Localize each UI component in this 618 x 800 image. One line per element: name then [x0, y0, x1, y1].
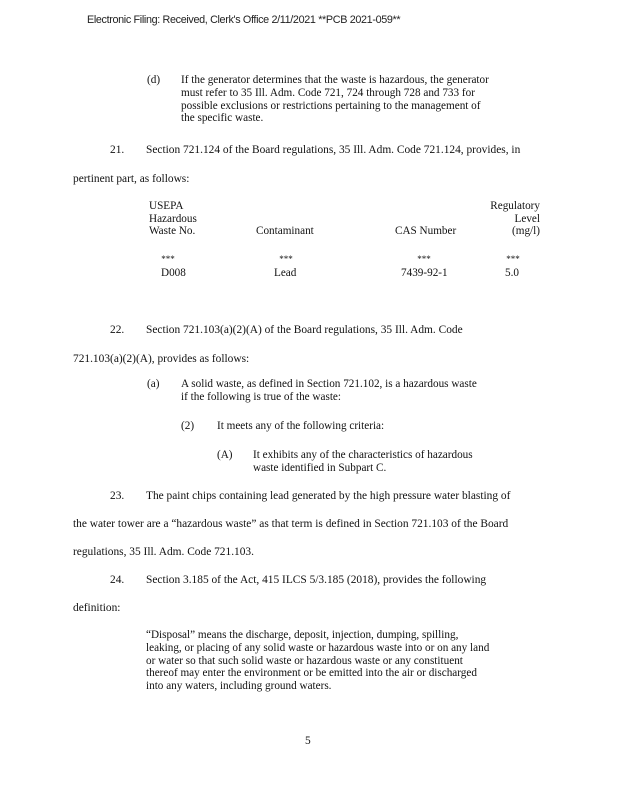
table-header-cas: CAS Number	[395, 225, 457, 237]
table-header-contaminant: Contaminant	[256, 225, 314, 237]
table-ellipsis: ***	[279, 254, 293, 264]
item-d-marker: (d)	[147, 74, 161, 86]
para-22-line: Section 721.103(a)(2)(A) of the Board regulations, 35 Ill. Adm. Code	[146, 324, 463, 336]
table-header-line: USEPA	[149, 200, 184, 212]
table-header-line: Regulatory	[490, 200, 540, 212]
sub-2-marker: (2)	[181, 420, 195, 432]
quote-line: “Disposal” means the discharge, deposit, injection, dumping, spilling,	[146, 629, 459, 641]
para-24-line: Section 3.185 of the Act, 415 ILCS 5/3.185 (2018), provides the following	[146, 574, 487, 586]
sub-A-text	[253, 449, 473, 475]
table-ellipsis: ***	[506, 254, 520, 264]
sub-a-marker: (a)	[147, 378, 160, 390]
quote-line: or water so that such solid waste or hazardous waste or any constituent	[146, 654, 463, 667]
para-22-line: 721.103(a)(2)(A), provides as follows:	[73, 353, 250, 365]
quote-line: thereof may enter the environment or be emitted into the air or discharged	[146, 667, 477, 680]
table-ellipsis: ***	[417, 254, 431, 264]
table-ellipsis: ***	[161, 254, 175, 264]
item-d-line: the specific waste.	[181, 112, 264, 125]
table-cell-epa: D008	[161, 267, 186, 279]
table-header-level	[470, 200, 540, 238]
sub-a-text	[181, 378, 477, 404]
definition-quote	[146, 629, 489, 693]
table-cell-contaminant: Lead	[274, 267, 297, 279]
item-d-line: must refer to 35 Ill. Adm. Code 721, 724 through 728 and 733 for	[181, 86, 475, 99]
table-header-epa	[149, 200, 197, 238]
table-header-line: (mg/l)	[512, 225, 540, 238]
item-d-line: possible exclusions or restrictions pertaining to the management of	[181, 99, 481, 112]
para-21-line: Section 721.124 of the Board regulations, 35 Ill. Adm. Code 721.124, provides, in	[146, 144, 521, 156]
filing-header: Electronic Filing: Received, Clerk's Office 2/11/2021 **PCB 2021-059**	[87, 14, 401, 26]
sub-a-line: A solid waste, as defined in Section 721.102, is a hazardous waste	[181, 378, 477, 390]
table-header-line: Hazardous	[149, 212, 197, 225]
sub-A-line: It exhibits any of the characteristics of hazardous	[253, 449, 473, 461]
table-header-line: Waste No.	[149, 225, 196, 238]
para-24-line: definition:	[73, 602, 121, 614]
page-number: 5	[305, 735, 311, 747]
para-24-number: 24.	[110, 574, 125, 586]
item-d-text	[181, 74, 489, 125]
sub-A-line: waste identified in Subpart C.	[253, 461, 387, 474]
para-23-line: the water tower are a “hazardous waste” as that term is defined in Section 721.103 of the Board	[73, 518, 509, 530]
sub-a-line: if the following is true of the waste:	[181, 390, 342, 403]
table-cell-level: 5.0	[505, 267, 519, 279]
para-23-line: The paint chips containing lead generated by the high pressure water blasting of	[146, 490, 511, 502]
quote-line: leaking, or placing of any solid waste or hazardous waste into or on any land	[146, 641, 490, 654]
quote-line: into any waters, including ground waters.	[146, 680, 332, 693]
item-d-line: If the generator determines that the waste is hazardous, the generator	[181, 74, 489, 86]
sub-2-text: It meets any of the following criteria:	[217, 420, 385, 432]
para-21-number: 21.	[110, 144, 125, 156]
table-header-line: Level	[514, 212, 540, 225]
table-cell-cas: 7439-92-1	[401, 267, 448, 279]
para-23-number: 23.	[110, 490, 125, 502]
para-23-line: regulations, 35 Ill. Adm. Code 721.103.	[73, 546, 254, 558]
para-21-line: pertinent part, as follows:	[73, 173, 190, 185]
sub-A-marker: (A)	[217, 449, 233, 461]
para-22-number: 22.	[110, 324, 125, 336]
